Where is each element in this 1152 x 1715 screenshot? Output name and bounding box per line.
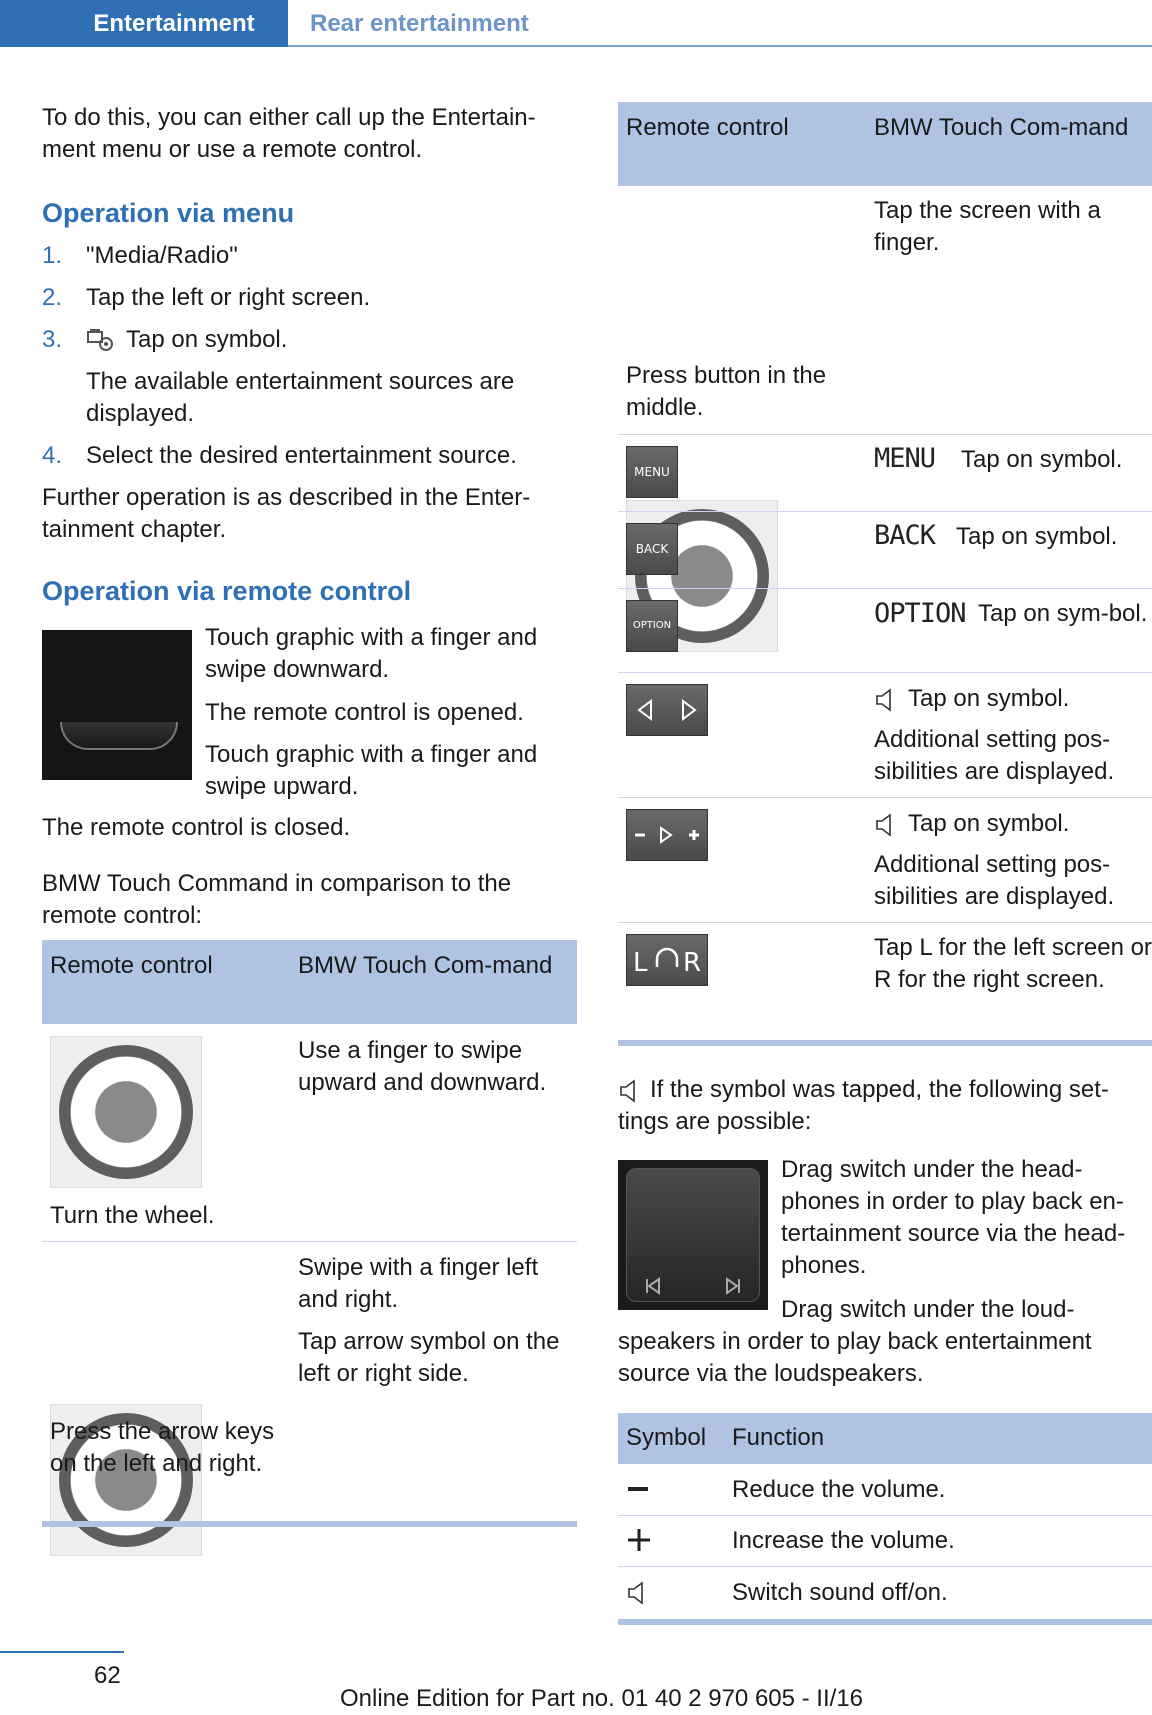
table-cell: Tap on symbol. — [908, 685, 1070, 712]
row-divider — [618, 434, 1152, 435]
heading-operation-via-remote: Operation via remote control — [42, 576, 412, 606]
table-cell: Additional setting pos‐sibilities are displayed. — [874, 851, 1115, 910]
drag-instruction: Drag switch under the loud‐speakers in order to play back entertainment source via the loudspeakers. — [618, 1296, 1092, 1387]
table-header — [618, 1413, 1152, 1464]
remote-instruction: Touch graphic with a finger and swipe upward. — [205, 741, 538, 800]
step-text: Tap the left or right screen. — [86, 284, 371, 311]
table-cell: Tap the screen with a finger. — [874, 197, 1101, 256]
option-button-image: OPTION — [626, 600, 678, 652]
arrow-keys-image — [626, 684, 708, 736]
edition-text: Online Edition for Part no. 01 40 2 970 605 - II/16 — [340, 1685, 864, 1712]
menu-button-image: MENU — [626, 446, 678, 498]
table-cell: Press the arrow keys on the left and right. — [50, 1418, 275, 1477]
table-cell: Use a finger to swipe upward and downward. — [298, 1037, 547, 1096]
column-header: Symbol — [626, 1424, 707, 1451]
further-text: Further operation is as described in the Enter‐tainment chapter. — [42, 484, 531, 543]
tapped-text: If the symbol was tapped, the following set‐tings are possible: — [618, 1076, 1109, 1135]
media-symbol-icon — [86, 328, 114, 352]
speaker-icon — [874, 812, 900, 838]
step-text: Tap on symbol. — [126, 326, 288, 353]
menu-symbol-icon: MENU — [874, 443, 936, 474]
remote-instruction: Touch graphic with a finger and swipe downward. — [205, 624, 538, 683]
step-number: 3. — [42, 326, 63, 353]
audio-switch-image — [618, 1160, 768, 1310]
back-symbol-icon: BACK — [874, 520, 936, 551]
intro-text: To do this, you can either call up the Entertain‐ment menu or use a remote control. — [42, 104, 536, 163]
drag-instruction: Drag switch under the head‐phones in order to play back en‐tertainment source via the head‐phones. — [781, 1156, 1126, 1279]
svg-text:R: R — [683, 948, 702, 978]
step-number: 1. — [42, 242, 63, 269]
row-divider — [618, 922, 1152, 923]
step-text: Select the desired entertainment source. — [86, 442, 517, 469]
speaker-icon — [626, 1580, 652, 1606]
page-number: 62 — [94, 1662, 121, 1689]
table-cell: Swipe with a finger left and right. — [298, 1254, 539, 1313]
column-header: BMW Touch Com‐mand — [298, 952, 553, 979]
column-header: BMW Touch Com‐mand — [874, 114, 1129, 141]
step-text: "Media/Radio" — [86, 242, 238, 269]
table-cell: Tap on symbol. — [956, 523, 1118, 550]
remote-instruction: The remote control is opened. — [205, 699, 524, 726]
row-divider — [618, 797, 1152, 798]
table-cell: Tap arrow symbol on the left or right side. — [298, 1328, 560, 1387]
row-divider — [618, 672, 1152, 673]
table-header — [618, 102, 1152, 186]
volume-keys-image — [626, 809, 708, 861]
table-end-rule — [618, 1619, 1152, 1625]
column-header: Remote control — [626, 114, 789, 141]
step-number: 2. — [42, 284, 63, 311]
table-cell: Tap on symbol. — [908, 810, 1070, 837]
header-divider — [288, 45, 1152, 47]
chapter-tab-entertainment[interactable]: Entertainment — [0, 0, 288, 47]
table-cell: Tap on symbol. — [961, 446, 1123, 473]
table-end-rule — [42, 1521, 577, 1527]
row-divider — [618, 588, 1152, 589]
function-text: Increase the volume. — [732, 1527, 955, 1554]
row-divider — [42, 1241, 577, 1242]
plus-icon — [626, 1527, 652, 1553]
table-header — [42, 940, 577, 1024]
column-header: Remote control — [50, 952, 213, 979]
row-divider — [618, 1566, 1152, 1567]
function-text: Reduce the volume. — [732, 1476, 946, 1503]
section-tab-rear-entertainment[interactable]: Rear entertainment — [310, 10, 529, 37]
speaker-icon — [874, 687, 900, 713]
table-cell: Tap on sym‐bol. — [978, 600, 1148, 627]
option-symbol-icon: OPTION — [874, 598, 966, 629]
back-button-image: BACK — [626, 523, 678, 575]
row-divider — [618, 511, 1152, 512]
remote-control-image — [42, 630, 192, 780]
step-note: The available entertainment sources are displayed. — [86, 368, 515, 427]
column-header: Function — [732, 1424, 825, 1451]
footer-rule — [0, 1651, 124, 1653]
rotary-wheel-image — [50, 1036, 202, 1188]
remote-closed-text: The remote control is closed. — [42, 814, 351, 841]
table-cell: Tap L for the left screen or R for the right screen. — [874, 934, 1152, 993]
heading-operation-via-menu: Operation via menu — [42, 198, 295, 228]
row-divider — [618, 1515, 1152, 1516]
table-cell: Press button in the middle. — [626, 362, 827, 421]
table-cell: Turn the wheel. — [50, 1202, 215, 1229]
function-text: Switch sound off/on. — [732, 1579, 948, 1606]
left-right-headphones-image — [626, 934, 708, 986]
table-end-rule — [618, 1040, 1152, 1046]
table-cell: Additional setting pos‐sibilities are displayed. — [874, 726, 1115, 785]
svg-text:L: L — [633, 948, 648, 978]
step-number: 4. — [42, 442, 63, 469]
comparison-text: BMW Touch Command in comparison to the remote control: — [42, 870, 512, 929]
minus-icon — [626, 1476, 652, 1502]
